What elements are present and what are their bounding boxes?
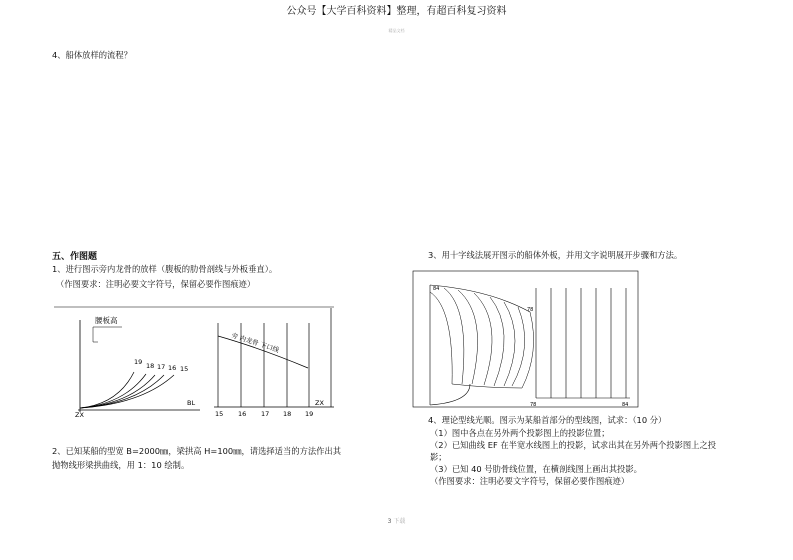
station-19: 19 bbox=[305, 410, 314, 418]
frame-label-16: 16 bbox=[168, 364, 177, 372]
axis-label-84: 84 bbox=[622, 402, 629, 408]
station-15: 15 bbox=[215, 410, 224, 418]
label-sheer-line: 旁 内龙骨 下口线 bbox=[230, 331, 281, 355]
label-bl: BL bbox=[187, 399, 196, 407]
problem-1-line2: （作图要求：注明必要文字符号，保留必要作图痕迹） bbox=[56, 279, 256, 289]
page-number: 3 bbox=[387, 518, 392, 525]
problem-4-line4: 影； bbox=[430, 452, 447, 462]
label-78: 78 bbox=[527, 307, 534, 313]
station-17: 17 bbox=[261, 410, 270, 418]
problem-4-line5: （3）已知 40 号肋骨线位置，在横剖线图上画出其投影。 bbox=[430, 464, 642, 474]
problem-2-line2: 抛物线形梁拱曲线，用 1：10 绘制。 bbox=[52, 460, 190, 470]
problem-2-line1: 2、已知某船的型宽 B=2000㎜，梁拱高 H=100㎜，请选择适当的方法作出其 bbox=[52, 446, 342, 456]
problem-4-line6: （作图要求：注明必要文字符号，保留必要作图痕迹） bbox=[430, 476, 630, 486]
question-4-text: 4、船体放样的流程？ bbox=[52, 50, 132, 60]
problem-4-line1: 4、理论型线光顺。图示为某船首部分的型线图，试求：（10 分） bbox=[428, 415, 667, 425]
problem-4-line3: （2）已知曲线 EF 在半宽水线图上的投影，试求出其在另外两个投影图上之投 bbox=[430, 440, 717, 450]
station-18: 18 bbox=[283, 410, 292, 418]
problem-3-text: 3、用十字线法展开图示的船体外板，并用文字说明展开步骤和方法。 bbox=[428, 250, 683, 260]
label-zx-right: ZX bbox=[315, 399, 324, 407]
header-watermark: 精品文档 bbox=[388, 28, 405, 33]
frame-label-15: 15 bbox=[180, 365, 189, 373]
frame-label-17: 17 bbox=[157, 363, 166, 371]
page-footer bbox=[0, 516, 793, 525]
section-title: 五、作图题 bbox=[52, 252, 98, 262]
problem-4-line2: （1）图中各点在另外两个投影图上的投影位置； bbox=[430, 428, 610, 438]
label-84: 84 bbox=[433, 286, 440, 292]
frame-label-18: 18 bbox=[146, 362, 155, 370]
footer-suffix: 下载 bbox=[393, 518, 406, 525]
page-header: 公众号【大学百科资料】整理，有超百科复习资料 bbox=[286, 6, 507, 17]
frame-label-19: 19 bbox=[134, 358, 143, 366]
axis-label-78: 78 bbox=[530, 402, 537, 408]
label-origin: ZX bbox=[75, 411, 84, 419]
station-16: 16 bbox=[238, 410, 247, 418]
problem-1-line1: 1、进行图示旁内龙骨的放样（腹板的肋骨剖线与外板垂直）。 bbox=[52, 264, 278, 274]
label-waist-height: 腰板高 bbox=[95, 316, 118, 325]
